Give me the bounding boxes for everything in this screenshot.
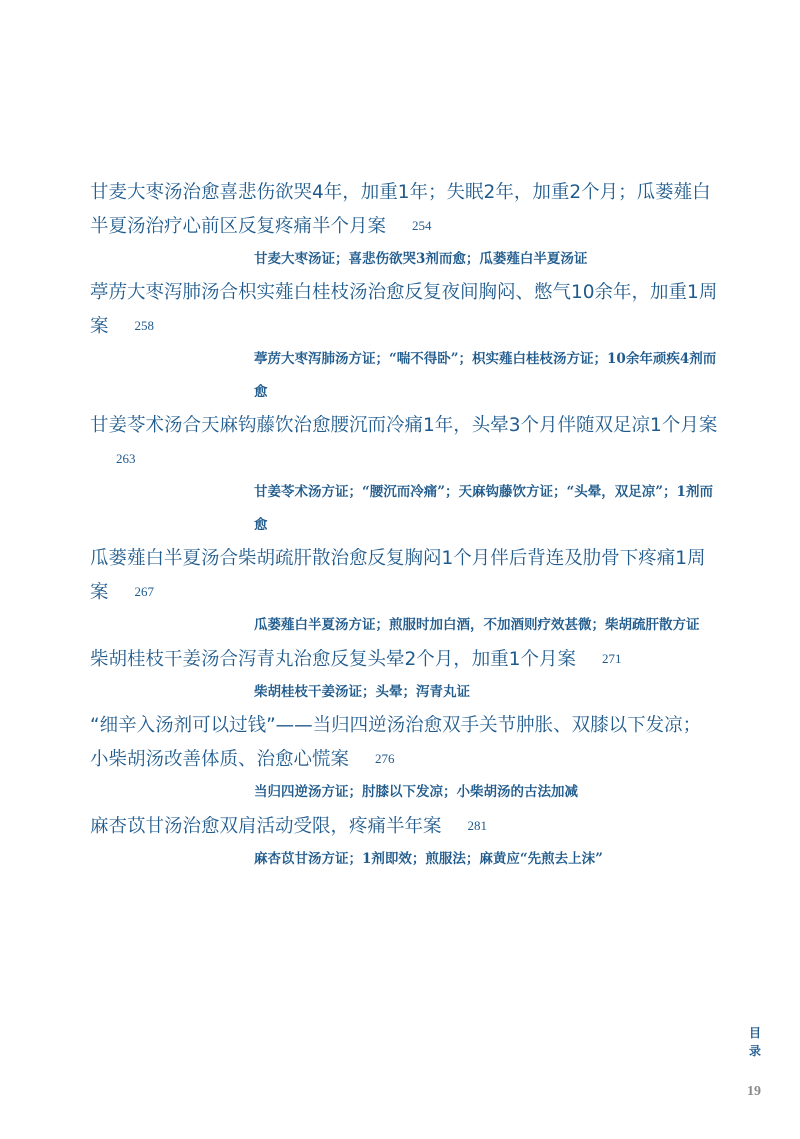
toc-entry[interactable]: [90, 276, 718, 409]
toc-entry[interactable]: [90, 642, 718, 709]
entry-title: [90, 809, 718, 843]
entry-page-number: 271: [602, 651, 622, 666]
entry-page-number: 254: [412, 218, 432, 233]
entry-title-text: 甘麦大枣汤治愈喜悲伤欲哭4年，加重1年；失眠2年，加重2个月；瓜蒌薤白半夏汤治疗心前区反复疼痛半个月案: [90, 182, 711, 237]
entry-title: [90, 709, 718, 776]
entry-title-text: 麻杏苡甘汤治愈双肩活动受限，疼痛半年案: [90, 816, 442, 837]
entry-title: [90, 542, 718, 609]
entry-page-number: 263: [116, 451, 136, 466]
entry-title-text: 瓜蒌薤白半夏汤合柴胡疏肝散治愈反复胸闷1个月伴后背连及肋骨下疼痛1周案: [90, 548, 706, 603]
entry-subtitle: 甘麦大枣汤证；喜悲伤欲哭3剂而愈；瓜蒌薤白半夏汤证: [254, 251, 588, 267]
entry-subtitle: 甘姜苓术汤方证；“腰沉而冷痛”；天麻钩藤饮方证；“头晕，双足凉”；1剂而愈: [254, 484, 713, 533]
entry-title-text: “细辛入汤剂可以过钱”——当归四逆汤治愈双手关节肿胀、双膝以下发凉；小柴胡汤改善体质、治愈心慌案: [90, 715, 702, 770]
toc-entry[interactable]: [90, 176, 718, 276]
entry-subtitle: 柴胡桂枝干姜汤证；头晕；泻青丸证: [254, 684, 470, 700]
section-side-label: 目录: [748, 1026, 761, 1058]
toc-entry[interactable]: [90, 709, 718, 809]
table-of-contents: [90, 176, 718, 876]
page-number: 19: [747, 1084, 761, 1099]
toc-entry[interactable]: [90, 542, 718, 642]
entry-title: [90, 409, 718, 476]
entry-subtitle: 葶苈大枣泻肺汤方证；“喘不得卧”；枳实薤白桂枝汤方证；10余年顽疾4剂而愈: [254, 351, 717, 400]
entry-subtitle: 当归四逆汤方证；肘膝以下发凉；小柴胡汤的古法加减: [254, 784, 578, 800]
toc-entry[interactable]: [90, 409, 718, 542]
entry-page-number: 267: [134, 584, 155, 599]
entry-page-number: 281: [467, 818, 488, 833]
toc-entry[interactable]: [90, 809, 718, 876]
entry-title: [90, 276, 718, 343]
entry-subtitle: 麻杏苡甘汤方证；1剂即效；煎服法；麻黄应“先煎去上沫”: [254, 851, 603, 867]
entry-page-number: 258: [134, 318, 155, 333]
entry-title-text: 葶苈大枣泻肺汤合枳实薤白桂枝汤治愈反复夜间胸闷、憋气10余年，加重1周案: [90, 282, 718, 337]
entry-title: [90, 176, 718, 243]
entry-subtitle: 瓜蒌薤白半夏汤方证；煎服时加白酒，不加酒则疗效甚微；柴胡疏肝散方证: [254, 617, 700, 633]
entry-title-text: 甘姜苓术汤合天麻钩藤饮治愈腰沉而冷痛1年，头晕3个月伴随双足凉1个月案: [90, 415, 718, 436]
entry-page-number: 276: [375, 751, 395, 766]
entry-title-text: 柴胡桂枝干姜汤合泻青丸治愈反复头晕2个月，加重1个月案: [90, 649, 577, 670]
entry-title: [90, 642, 718, 676]
